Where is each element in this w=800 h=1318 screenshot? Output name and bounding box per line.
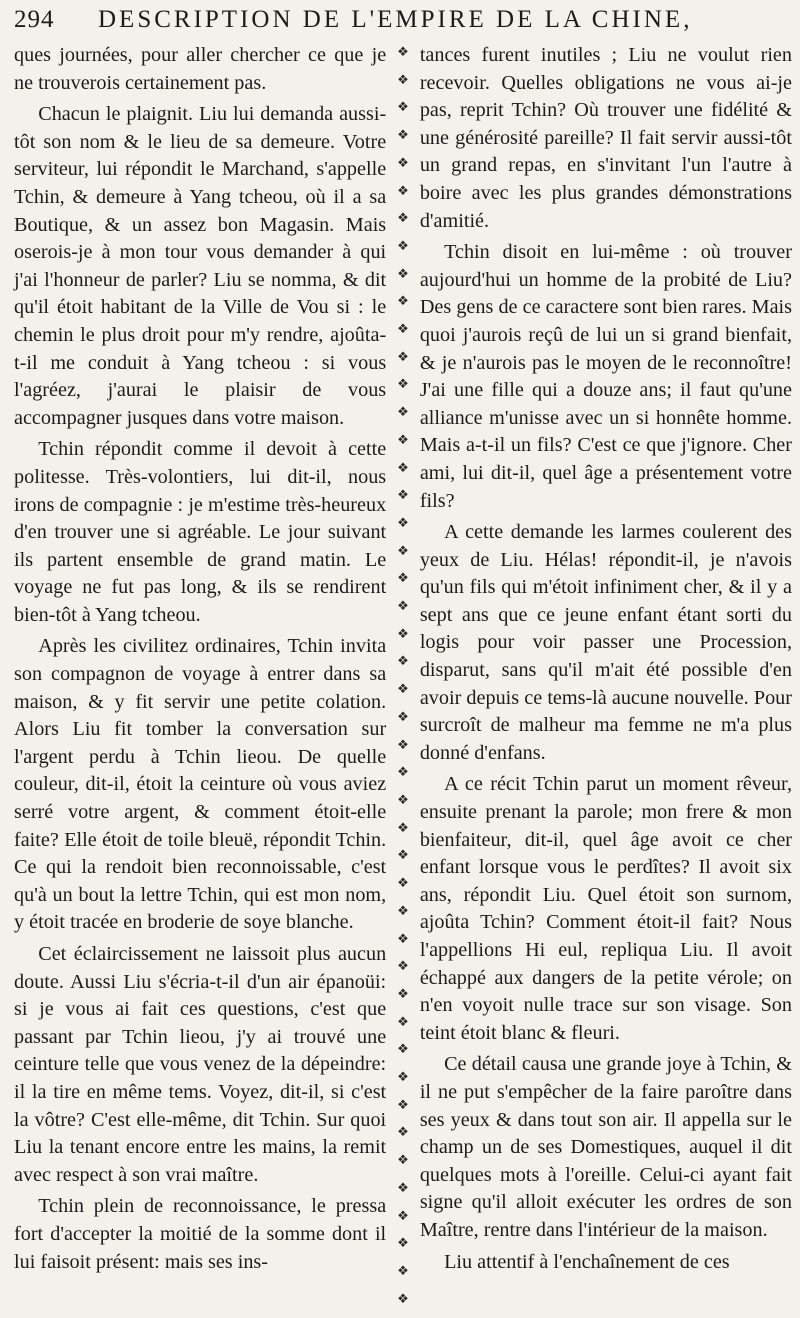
fleuron-ornament: ❖ xyxy=(397,931,409,947)
fleuron-ornament: ❖ xyxy=(397,820,409,836)
fleuron-ornament: ❖ xyxy=(397,1291,409,1307)
fleuron-ornament: ❖ xyxy=(397,128,409,144)
fleuron-ornament: ❖ xyxy=(397,238,409,254)
fleuron-ornament: ❖ xyxy=(397,1263,409,1279)
fleuron-ornament: ❖ xyxy=(397,432,409,448)
fleuron-ornament: ❖ xyxy=(397,460,409,476)
fleuron-ornament: ❖ xyxy=(397,1097,409,1113)
fleuron-ornament: ❖ xyxy=(397,626,409,642)
fleuron-ornament: ❖ xyxy=(397,1070,409,1086)
fleuron-ornament: ❖ xyxy=(397,183,409,199)
fleuron-ornament: ❖ xyxy=(397,515,409,531)
fleuron-ornament: ❖ xyxy=(397,543,409,559)
page-number: 294 xyxy=(14,6,55,33)
fleuron-ornament: ❖ xyxy=(397,1153,409,1169)
fleuron-ornament: ❖ xyxy=(397,1014,409,1030)
paragraph: ques journées, pour aller chercher ce que je ne trouverois certainement pas. xyxy=(14,44,387,94)
paragraph: A cette demande les larmes coulerent des yeux de Liu. Hélas! répondit-il, je n'avois qu'un fils qui m'étoit infiniment cher, & il y a sept ans que ce jeune enfant étant sorti du logis pour voir passer une Procession, disparut, sans qu'il m'ait été possible d'en avoir depuis ce tems-là aucune nouvelle. Pour surcroît de malheur ma femme ne m'a plus donné d'enfans. xyxy=(419,521,792,764)
fleuron-ornament: ❖ xyxy=(397,1125,409,1141)
running-title: DESCRIPTION DE L'EMPIRE DE LA CHINE, xyxy=(98,6,693,33)
left-column xyxy=(14,42,386,1312)
paragraph: Tchin disoit en lui-même : où trouver aujourd'hui un homme de la probité de Liu? Des gens de ce caractere sont bien rares. Mais quoi j'aurois reçû de lui un si grand bienfait, & je n'aurois pas le moyen de le reconnoître! J'ai une fille qui a douze ans; il faut qu'une alliance m'unisse avec un si honnête homme. Mais a-t-il un fils? C'est ce que j'ignore. Cher ami, lui dit-il, quel âge a présentement votre fils? xyxy=(419,241,792,512)
paragraph: tances furent inutiles ; Liu ne voulut rien recevoir. Quelles obligations ne vous ai-je pas, reprit Tchin? Où trouver une fidélité & une générosité pareille? Il fait servir aussi-tôt un grand repas, en s'invitant l'un l'autre à boire avec les plus grandes démonstrations d'amitié. xyxy=(419,44,792,232)
fleuron-ornament: ❖ xyxy=(397,709,409,725)
page-header xyxy=(14,6,792,42)
fleuron-ornament: ❖ xyxy=(397,155,409,171)
fleuron-ornament: ❖ xyxy=(397,349,409,365)
paragraph: Tchin répondit comme il devoit à cette politesse. Très-volontiers, lui dit-il, nous irons de compagnie : je m'estime très-heureux d'en trouver une si agréable. Le jour suivant ils partent ensemble de grand matin. Le voyage ne fut pas long, & ils se rendirent bien-tôt à Yang tcheou. xyxy=(14,438,387,626)
fleuron-ornament: ❖ xyxy=(397,682,409,698)
fleuron-ornament: ❖ xyxy=(397,322,409,338)
fleuron-ornament: ❖ xyxy=(397,45,409,60)
fleuron-ornament: ❖ xyxy=(397,792,409,808)
fleuron-ornament: ❖ xyxy=(397,1042,409,1058)
paragraph: Chacun le plaignit. Liu lui demanda aussi-tôt son nom & le lieu de sa demeure. Votre serviteur, lui répondit le Marchand, s'appelle Tchin, & demeure à Yang tcheou, où il a sa Boutique, & un assez bon Magasin. Mais oserois-je à mon tour vous demander à qui j'ai l'honneur de parler? Liu se nomma, & dit qu'il étoit habitant de la Ville de Vou si : le chemin le plus droit pour m'y rendre, ajoûta-t-il me conduit à Yang tcheou : si vous l'agréez, j'aurai le plaisir de vous accompagner jusques dans votre maison. xyxy=(14,103,387,429)
fleuron-ornament: ❖ xyxy=(397,405,409,421)
fleuron-ornament: ❖ xyxy=(397,848,409,864)
paragraph: Tchin plein de reconnoissance, le pressa fort d'accepter la moitié de la somme dont il lui faisoit présent: mais ses ins- xyxy=(14,1195,387,1273)
text-columns xyxy=(14,42,792,1312)
fleuron-ornament: ❖ xyxy=(397,488,409,504)
fleuron-ornament: ❖ xyxy=(397,377,409,393)
fleuron-ornament: ❖ xyxy=(397,571,409,587)
right-column xyxy=(420,42,792,1312)
fleuron-ornament: ❖ xyxy=(397,72,409,88)
paragraph: Cet éclaircissement ne laissoit plus aucun doute. Aussi Liu s'écria-t-il d'un air épanoüi: si je vous ai fait ces questions, c'est que passant par Tchin lieou, j'y ai trouvé une ceinture telle que vous venez de la dépeindre: il la tire en même tems. Voyez, dit-il, si c'est la vôtre? C'est elle-même, dit Tchin. Sur quoi Liu la tenant encore entre les mains, la remit avec respect à son vrai maître. xyxy=(14,943,387,1186)
paragraph: A ce récit Tchin parut un moment rêveur, ensuite prenant la parole; mon frere & mon bienfaiteur, dit-il, quel âge avoit ce cher enfant lorsque vous le perdîtes? Il avoit six ans, répondit Liu. Quel étoit son surnom, ajoûta Tchin? Comment étoit-il fait? Nous l'appellions Hi eul, repliqua Liu. Il avoit échappé aux dangers de la petite vérole; on n'en voyoit nulle trace sur son visage. Son teint étoit blanc & fleuri. xyxy=(419,773,792,1044)
ornamental-column-divider xyxy=(392,42,414,1312)
fleuron-ornament: ❖ xyxy=(397,903,409,919)
fleuron-ornament: ❖ xyxy=(397,737,409,753)
fleuron-ornament: ❖ xyxy=(397,986,409,1002)
fleuron-ornament: ❖ xyxy=(397,599,409,615)
paragraph: Après les civilitez ordinaires, Tchin invita son compagnon de voyage à entrer dans sa maison, & y fit servir une petite colation. Alors Liu fit tomber la conversation sur l'argent perdu à Tchin lieou. De quelle couleur, dit-il, étoit la ceinture où vous aviez serré votre argent, & comment étoit-elle faite? Elle étoit de toile bleuë, répondit Tchin. Ce qui la rendoit bien reconnoissable, c'est qu'à un bout la lettre Tchin, qui est mon nom, y étoit tracée en broderie de soye blanche. xyxy=(14,635,387,934)
paragraph: Ce détail causa une grande joye à Tchin, & il ne put s'empêcher de la faire paroître dans ses yeux & dans tout son air. Il appella sur le champ un de ses Domestiques, auquel il dit quelques mots à l'oreille. Celui-ci ayant fait signe qu'il alloit exécuter les ordres de son Maître, rentre dans l'intérieur de la maison. xyxy=(419,1053,792,1241)
fleuron-ornament: ❖ xyxy=(397,211,409,227)
fleuron-ornament: ❖ xyxy=(397,294,409,310)
fleuron-ornament: ❖ xyxy=(397,1208,409,1224)
fleuron-ornament: ❖ xyxy=(397,1236,409,1252)
fleuron-ornament: ❖ xyxy=(397,765,409,781)
paragraph: Liu attentif à l'enchaînement de ces xyxy=(444,1250,730,1273)
fleuron-ornament: ❖ xyxy=(397,100,409,116)
fleuron-ornament: ❖ xyxy=(397,1180,409,1196)
fleuron-ornament: ❖ xyxy=(397,654,409,670)
fleuron-ornament: ❖ xyxy=(397,266,409,282)
fleuron-ornament: ❖ xyxy=(397,959,409,975)
fleuron-ornament: ❖ xyxy=(397,876,409,892)
